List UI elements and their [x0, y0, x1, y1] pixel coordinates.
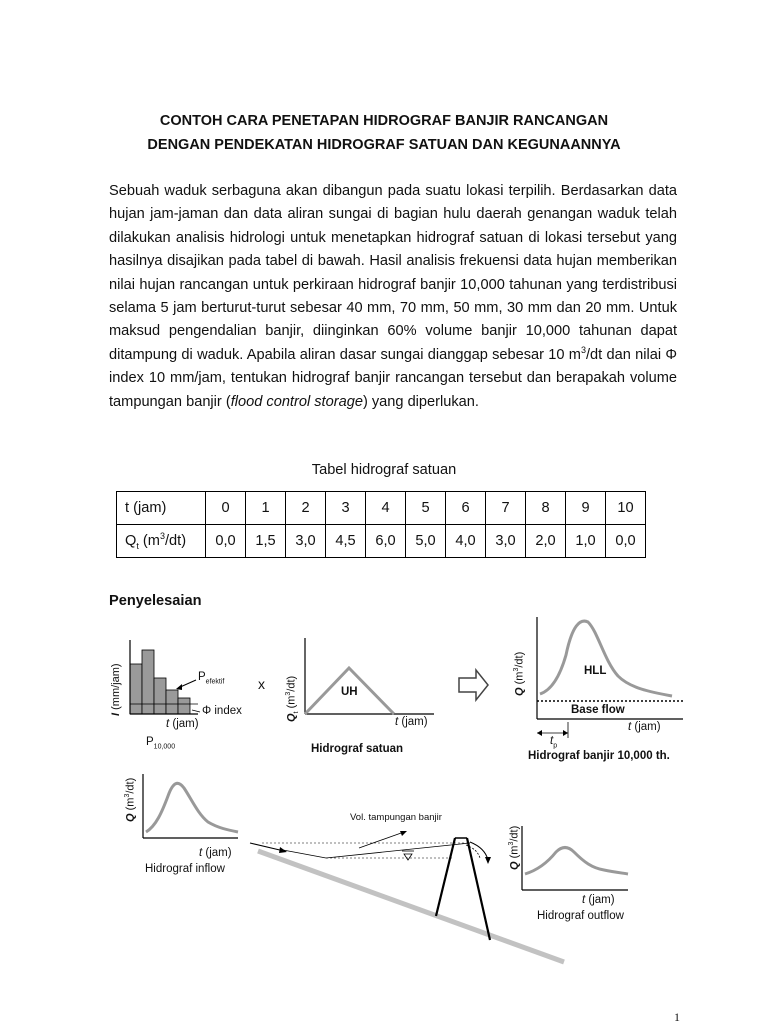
- uh-xlabel: t (jam): [395, 716, 428, 728]
- title-line-1: CONTOH CARA PENETAPAN HIDROGRAF BANJIR RANCANGAN: [159, 113, 609, 129]
- uh-label: UH: [341, 686, 358, 698]
- section-heading: Penyelesaian: [109, 593, 202, 609]
- cell-q: 4,5: [326, 525, 366, 558]
- cell-t: 7: [486, 492, 526, 525]
- cell-t: 0: [206, 492, 246, 525]
- cell-q: 0,0: [606, 525, 646, 558]
- flood-xlabel: t (jam): [628, 721, 661, 733]
- hyetograph: [130, 640, 200, 714]
- cell-q: 0,0: [206, 525, 246, 558]
- inflow-hydrograph-plot: [143, 774, 238, 838]
- hyeto-ylabel: I (mm/jam): [110, 663, 122, 716]
- cell-t: 3: [326, 492, 366, 525]
- base-flow-label: Base flow: [571, 704, 625, 716]
- cell-t: 9: [566, 492, 606, 525]
- unit-hydrograph-plot: [305, 638, 434, 714]
- p10000-label: $P_{10,000}$: [146, 736, 176, 751]
- row-label-discharge: $Q_t$ $(m^3/dt)$: [117, 525, 206, 558]
- storage-volume-label: Vol. tampungan banjir: [350, 812, 442, 823]
- uh-ylabel: $Q_t$ $(m^3/dt)$: [285, 675, 300, 722]
- cell-t: 1: [246, 492, 286, 525]
- cell-q: 1,0: [566, 525, 606, 558]
- inflow-caption: Hidrograf inflow: [145, 863, 225, 875]
- outflow-ylabel: Q $(m^3/dt)$: [508, 825, 521, 870]
- outflow-xlabel: t (jam): [582, 894, 615, 906]
- hyeto-xlabel: t (jam): [166, 718, 199, 730]
- table-caption: Tabel hidrograf satuan: [311, 462, 457, 478]
- cell-t: 5: [406, 492, 446, 525]
- problem-paragraph: Sebuah waduk serbaguna akan dibangun pada suatu lokasi terpilih. Berdasarkan data hujan jam-jaman dan data aliran sungai di bagian hulu daerah genangan waduk telah dilakukan analisis hidrologi untuk menetapkan hidrograf satuan di lokasi tersebut yang hasilnya disajikan pada tabel di bawah. Hasil analisis frekuensi data hujan memberikan nilai hujan rancangan untuk perkiraan hidrograf banjir 10,000 tahunan yang terdistribusi selama 5 jam berturut-turut sebesar 40 mm, 70 mm, 50 mm, 30 mm dan 20 mm. Untuk maksud pengendalian banjir, diinginkan 60% volume banjir 10,000 tahunan dapat ditampung di waduk. Apabila aliran dasar sungai dianggap sebesar 10 $m^3/dt$ dan nilai Φ index 10 mm/jam, tentukan hidrograf banjir rancangan tersebut dan berapakah volume tampungan banjir (flood control storage) yang diperlukan.: [109, 183, 677, 410]
- cell-t: 2: [286, 492, 326, 525]
- row-label-time: t (jam): [117, 492, 206, 525]
- cell-q: 4,0: [446, 525, 486, 558]
- right-arrow-icon: [459, 670, 488, 700]
- cell-t: 10: [606, 492, 646, 525]
- phi-index-label: Φ index: [202, 705, 242, 717]
- cell-q: 3,0: [486, 525, 526, 558]
- inflow-xlabel: t (jam): [199, 847, 232, 859]
- flood-caption: Hidrograf banjir 10,000 th.: [528, 750, 670, 762]
- cell-t: 4: [366, 492, 406, 525]
- cell-q: 6,0: [366, 525, 406, 558]
- outflow-hydrograph-plot: [522, 826, 628, 890]
- flood-ylabel: Q $(m^3/dt)$: [513, 651, 526, 696]
- title-line-2: DENGAN PENDEKATAN HIDROGRAF SATUAN DAN KEGUNAANNYA: [147, 137, 621, 153]
- tp-label: $t_p$: [550, 735, 558, 750]
- pefektif-label: $P_{efektif}$: [198, 671, 225, 686]
- uh-caption: Hidrograf satuan: [311, 743, 404, 755]
- cell-q: 1,5: [246, 525, 286, 558]
- inflow-ylabel: Q $(m^3/dt)$: [124, 777, 137, 822]
- hll-label: HLL: [584, 665, 607, 677]
- cell-q: 3,0: [286, 525, 326, 558]
- cell-q: 5,0: [406, 525, 446, 558]
- cell-t: 8: [526, 492, 566, 525]
- flood-hydrograph-plot: [537, 617, 683, 738]
- page-number: 1: [674, 1010, 680, 1024]
- outflow-caption: Hidrograf outflow: [537, 910, 624, 922]
- cell-q: 2,0: [526, 525, 566, 558]
- cell-t: 6: [446, 492, 486, 525]
- multiply-symbol: x: [258, 676, 265, 692]
